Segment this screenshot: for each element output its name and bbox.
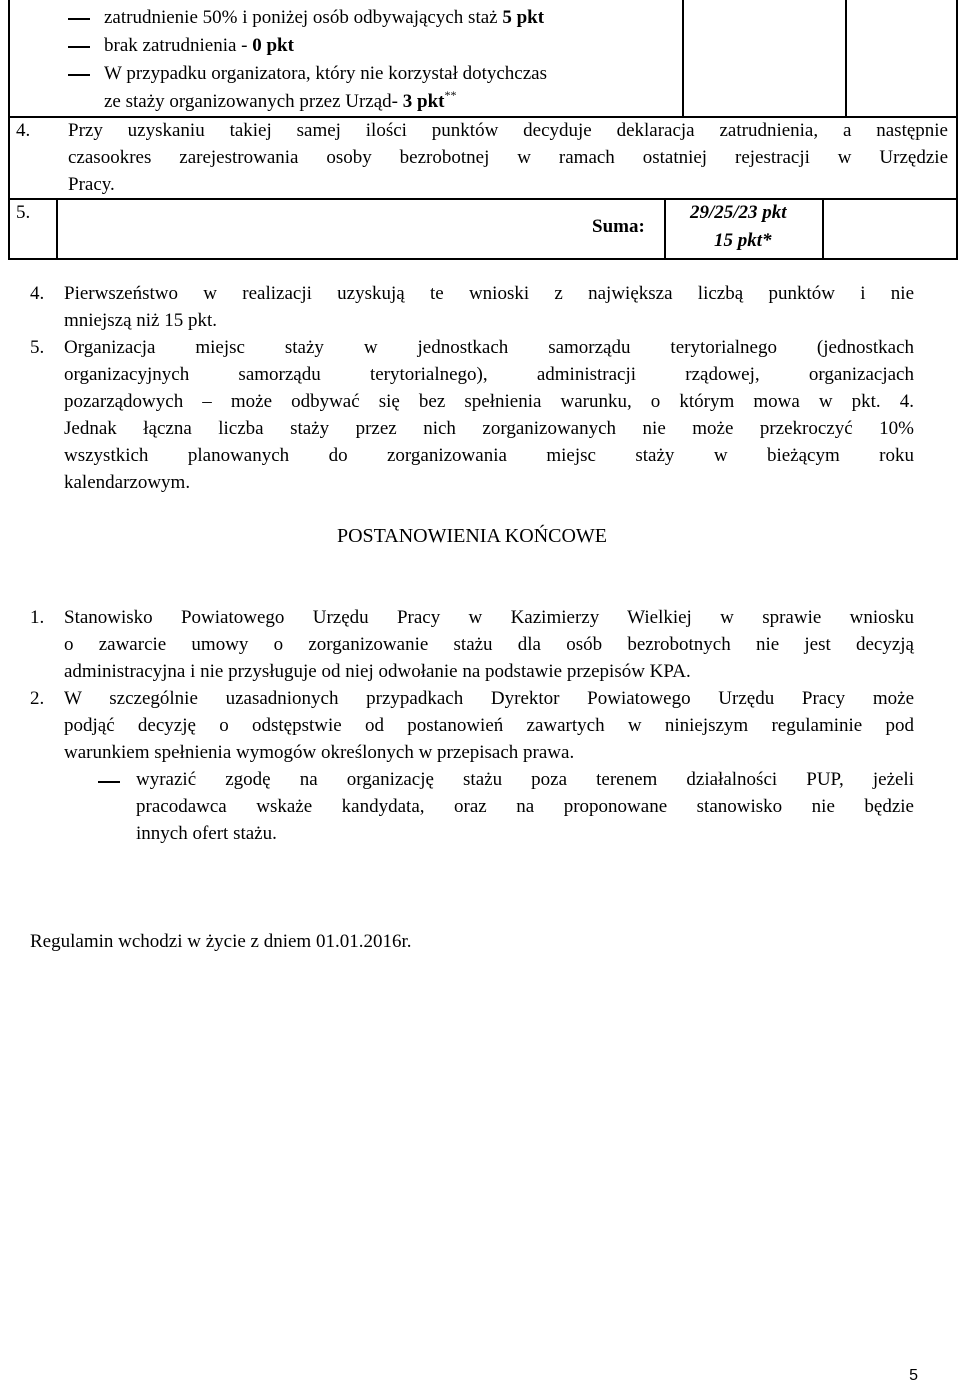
criteria-bullet: brak zatrudnienia - 0 pkt: [104, 35, 294, 56]
tie-break-rule-line: czasookres zarejestrowania osoby bezrobotnej w ramach ostatniej rejestracji w Urzędzie: [68, 147, 948, 168]
internship-org-line: organizacyjnych samorządu terytorialnego), administracji rządowej, organizacjach: [64, 364, 914, 385]
section-heading: POSTANOWIENIA KOŃCOWE: [336, 525, 608, 547]
table-rule-3: [8, 258, 958, 260]
criteria-bullet: zatrudnienie 50% i poniżej osób odbywających staż 5 pkt: [104, 7, 545, 28]
dash-icon: [98, 781, 120, 783]
internship-org-line: Organizacja miejsc staży w jednostkach samorządu terytorialnego (jednostkach: [64, 337, 914, 358]
criteria-bullet: ze staży organizowanych przez Urząd- 3 pkt**: [104, 88, 457, 112]
item-number: 4.: [30, 283, 45, 304]
item-number: 1.: [30, 607, 45, 628]
sum-label: Suma:: [592, 216, 645, 237]
tie-break-rule-line: Pracy.: [68, 174, 115, 195]
final-provision-line: podjąć decyzję o odstępstwie od postanowień zawartych w niniejszym regulaminie pod: [64, 715, 914, 736]
final-provision-line: warunkiem spełnienia wymogów określonych w przepisach prawa.: [64, 742, 575, 763]
dash-icon: [68, 46, 90, 48]
final-provision-line: administracyjna i nie przysługuje od niej odwołanie na podstawie przepisów KPA.: [64, 661, 691, 682]
score-minimum: 15 pkt*: [714, 230, 772, 251]
table-border-left: [8, 0, 10, 260]
table-divider-2: [845, 0, 847, 116]
table-divider-3: [56, 198, 58, 260]
row-number: 5.: [16, 202, 31, 223]
exception-line: wyrazić zgodę na organizację stażu poza terenem działalności PUP, jeżeli: [136, 769, 914, 790]
item-number: 5.: [30, 337, 45, 358]
final-provision-line: o zawarcie umowy o zorganizowanie stażu dla osób bezrobotnych nie jest decyzją: [64, 634, 914, 655]
exception-line: pracodawca wskaże kandydata, oraz na proponowane stanowisko nie będzie: [136, 796, 914, 817]
internship-org-line: pozarządowych – może odbywać się bez spełnienia warunku, o którym mowa w pkt. 4.: [64, 391, 914, 412]
criteria-bullet: W przypadku organizatora, który nie korzystał dotychczas: [104, 63, 548, 84]
internship-org-line: kalendarzowym.: [64, 472, 191, 493]
scoring-table: [0, 0, 960, 260]
table-divider-4: [664, 198, 666, 260]
exception-line: innych ofert stażu.: [136, 823, 277, 844]
priority-text-line: Pierwszeństwo w realizacji uzyskują te wnioski z największa liczbą punktów i nie: [64, 283, 914, 304]
row-number: 4.: [16, 120, 31, 141]
internship-org-line: Jednak łączna liczba staży przez nich zorganizowanych nie może przekroczyć 10%: [64, 418, 914, 439]
dash-icon: [68, 74, 90, 76]
dash-icon: [68, 18, 90, 20]
table-rule-2: [8, 198, 958, 200]
score-total: 29/25/23 pkt: [690, 202, 787, 223]
table-border-right: [956, 0, 958, 260]
table-divider-1: [682, 0, 684, 116]
priority-text-line: mniejszą niż 15 pkt.: [64, 310, 218, 331]
tie-break-rule-line: Przy uzyskaniu takiej samej ilości punktów decyduje deklaracja zatrudnienia, a następnie: [68, 120, 948, 141]
final-provision-line: Stanowisko Powiatowego Urzędu Pracy w Kazimierzy Wielkiej w sprawie wniosku: [64, 607, 914, 628]
effective-date: Regulamin wchodzi w życie z dniem 01.01.2016r.: [30, 931, 412, 952]
item-number: 2.: [30, 688, 45, 709]
internship-org-line: wszystkich planowanych do zorganizowania miejsc staży w bieżącym roku: [64, 445, 914, 466]
final-provision-line: W szczególnie uzasadnionych przypadkach Dyrektor Powiatowego Urzędu Pracy może: [64, 688, 914, 709]
page-number: 5: [909, 1367, 918, 1384]
table-divider-5: [822, 198, 824, 260]
